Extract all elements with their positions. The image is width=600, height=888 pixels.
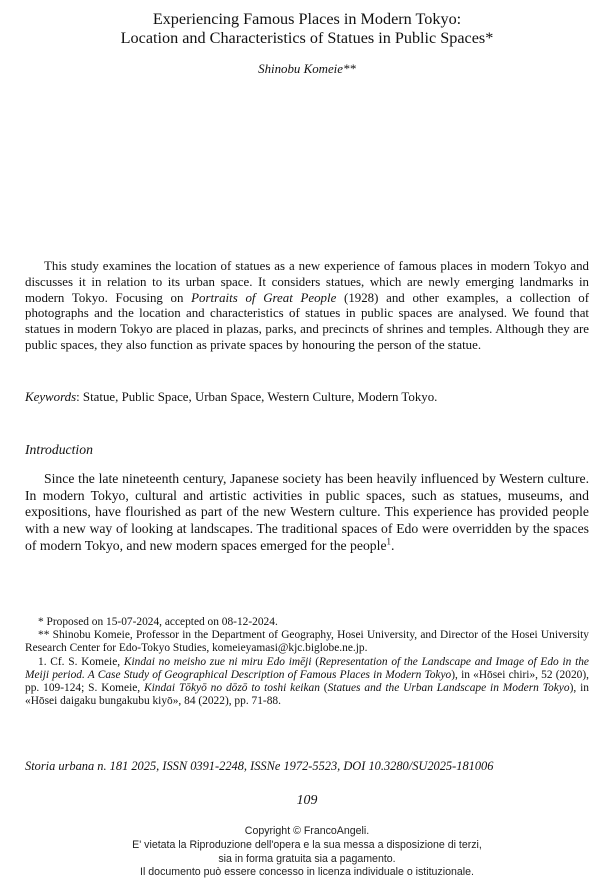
- keywords-line: Keywords: Statue, Public Space, Urban Space, Western Culture, Modern Tokyo.: [25, 390, 438, 404]
- title-line-1: Experiencing Famous Places in Modern Tokyo:: [152, 10, 462, 28]
- copyright-line: E' vietata la Riproduzione dell'opera e la sua messa a disposizione di terzi,: [132, 838, 482, 851]
- footnote-author-affiliation: ** Shinobu Komeie, Professor in the Department of Geography, Hosei University, and Director of the Hosei University Research Center for Edo-Tokyo Studies, komeieyamasi@kjc.biglobe.ne.jp.: [25, 629, 589, 655]
- introduction-paragraph: Since the late nineteenth century, Japanese society has been heavily influenced by Western culture. In modern Tokyo, cultural and artistic activities in public spaces, such as statues, museums, and expositions, have flourished as part of the new Western culture. This experience has provided people with a new way of looking at landscapes. The traditional spaces of Edo were overridden by the spaces of modern Tokyo, and new modern spaces emerged for the people$^1$.: [25, 471, 589, 553]
- copyright-line: Il documento può essere concesso in licenza individuale o istituzionale.: [140, 866, 474, 879]
- section-heading-introduction: Introduction: [25, 442, 93, 457]
- title-line-2: Location and Characteristics of Statues in Public Spaces*: [120, 28, 494, 47]
- copyright-notice: [25, 825, 589, 880]
- footnote-asterisk: * Proposed on 15-07-2024, accepted on 08-12-2024.: [38, 616, 278, 628]
- copyright-line: sia in forma gratuita sia a pagamento.: [218, 852, 396, 865]
- author-name: Shinobu Komeie**: [258, 62, 356, 76]
- copyright-line: Copyright © FrancoAngeli.: [244, 825, 370, 837]
- page-number: 109: [296, 792, 318, 807]
- paper-title: [25, 10, 589, 47]
- journal-info-line: Storia urbana n. 181 2025, ISSN 0391-2248, ISSNe 1972-5523, DOI 10.3280/SU2025-181006: [25, 759, 494, 773]
- abstract-paragraph: This study examines the location of statues as a new experience of famous places in modern Tokyo and discusses it in relation to its urban space. It considers statues, which are newly emerging landmarks in modern Tokyo. Focusing on Portraits of Great People (1928) and other examples, a collection of photographs and the location and characteristics of statues in public spaces are analysed. We found that statues in modern Tokyo are placed in plazas, parks, and precincts of shrines and temples. Although they are public spaces, they also function as private spaces by honouring the person of the statue.: [25, 259, 590, 352]
- footnotes-block: [25, 616, 589, 708]
- footnote-1-references: 1. Cf. S. Komeie, Kindai no meisho zue ni miru Edo imēji (Representation of the Landscape and Image of Edo in the Meiji period. A Case Study of Geographical Description of Famous Places in Modern Tokyo), in «Hōsei chiri», 52 (2020), pp. 109-124; S. Komeie, Kindai Tōkyō no dōzō to toshi keikan (Statues and the Urban Landscape in Modern Tokyo), in «Hōsei daigaku bungakubu kiyō», 84 (2022), pp. 71-88.: [25, 655, 589, 708]
